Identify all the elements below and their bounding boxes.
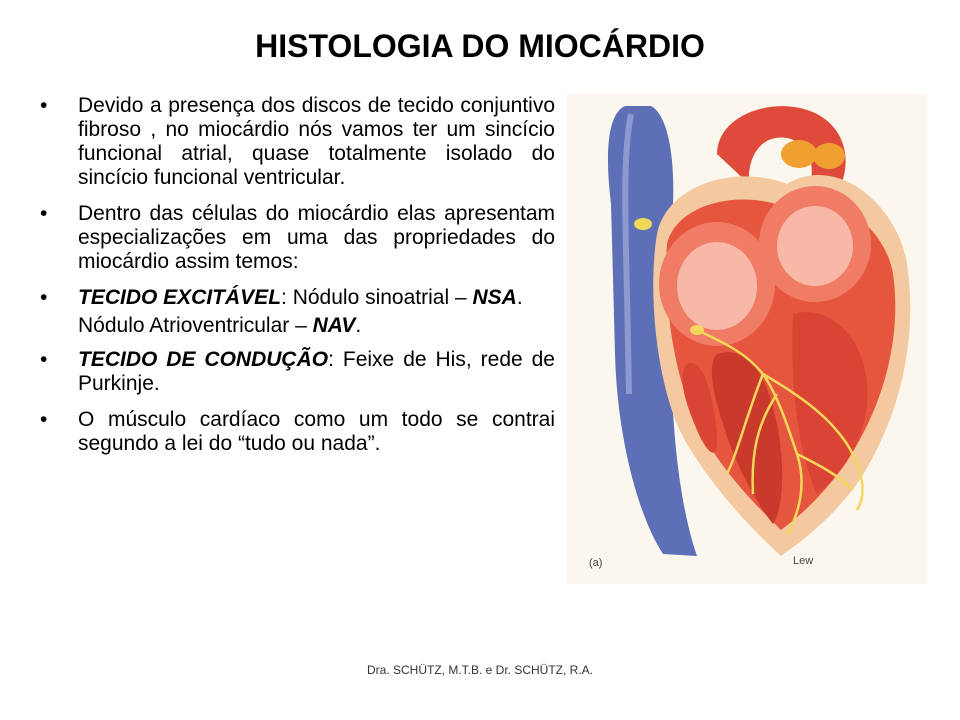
bullet-list xyxy=(40,94,555,468)
bullet-text: . xyxy=(355,314,362,337)
bullet-item xyxy=(40,348,555,396)
bullet-text: : Nódulo sinoatrial – xyxy=(281,286,473,309)
bullet-text: Nódulo Atrioventricular – xyxy=(78,314,313,337)
right-atrium-highlight xyxy=(677,242,757,330)
av-node-shape xyxy=(690,325,704,335)
bullet-item xyxy=(40,202,555,274)
bullet-text: . xyxy=(516,286,523,309)
bullet-dot: • xyxy=(40,408,48,431)
abbr-nav: NAV xyxy=(312,314,356,337)
bullet-text: Devido a presença dos discos de tecido conjuntivo fibroso , no miocárdio nós vamos ter um sincício funcional atrial, quase totalmente isolado do sincício funcional ventricular. xyxy=(78,94,555,189)
bullet-text: : Feixe de His, rede de Purkinje. xyxy=(78,348,555,395)
sa-node-shape xyxy=(634,218,652,230)
bullet-dot: • xyxy=(40,348,48,371)
figure-signature: Lew xyxy=(793,555,814,567)
term-tecido-conducao: TECIDO DE CONDUÇÃO xyxy=(78,348,329,371)
abbr-nsa: NSA xyxy=(472,286,517,309)
left-atrium-highlight xyxy=(777,206,853,286)
heart-drawing xyxy=(567,94,927,584)
heart-illustration xyxy=(567,94,927,584)
vessel-shape xyxy=(781,140,817,168)
bullet-dot: • xyxy=(40,202,48,225)
vessel-shape xyxy=(813,143,845,169)
term-tecido-excitavel: TECIDO EXCITÁVEL xyxy=(78,286,282,309)
bullet-item xyxy=(40,94,555,190)
bullet-dot: • xyxy=(40,286,48,309)
bullet-dot: • xyxy=(40,94,48,117)
figure-label: (a) xyxy=(589,557,603,569)
bullet-item xyxy=(40,286,555,310)
bullet-text: O músculo cardíaco como um todo se contrai segundo a lei do “tudo ou nada”. xyxy=(78,408,555,455)
slide-footer: Dra. SCHÜTZ, M.T.B. e Dr. SCHÜTZ, R.A. xyxy=(366,663,593,677)
bullet-text: Dentro das células do miocárdio elas apresentam especializações em uma das propriedades do miocárdio assim temos: xyxy=(78,202,555,273)
bullet-item xyxy=(40,408,555,456)
bullet-continuation xyxy=(40,314,555,338)
slide-title: HISTOLOGIA DO MIOCÁRDIO xyxy=(255,28,705,64)
